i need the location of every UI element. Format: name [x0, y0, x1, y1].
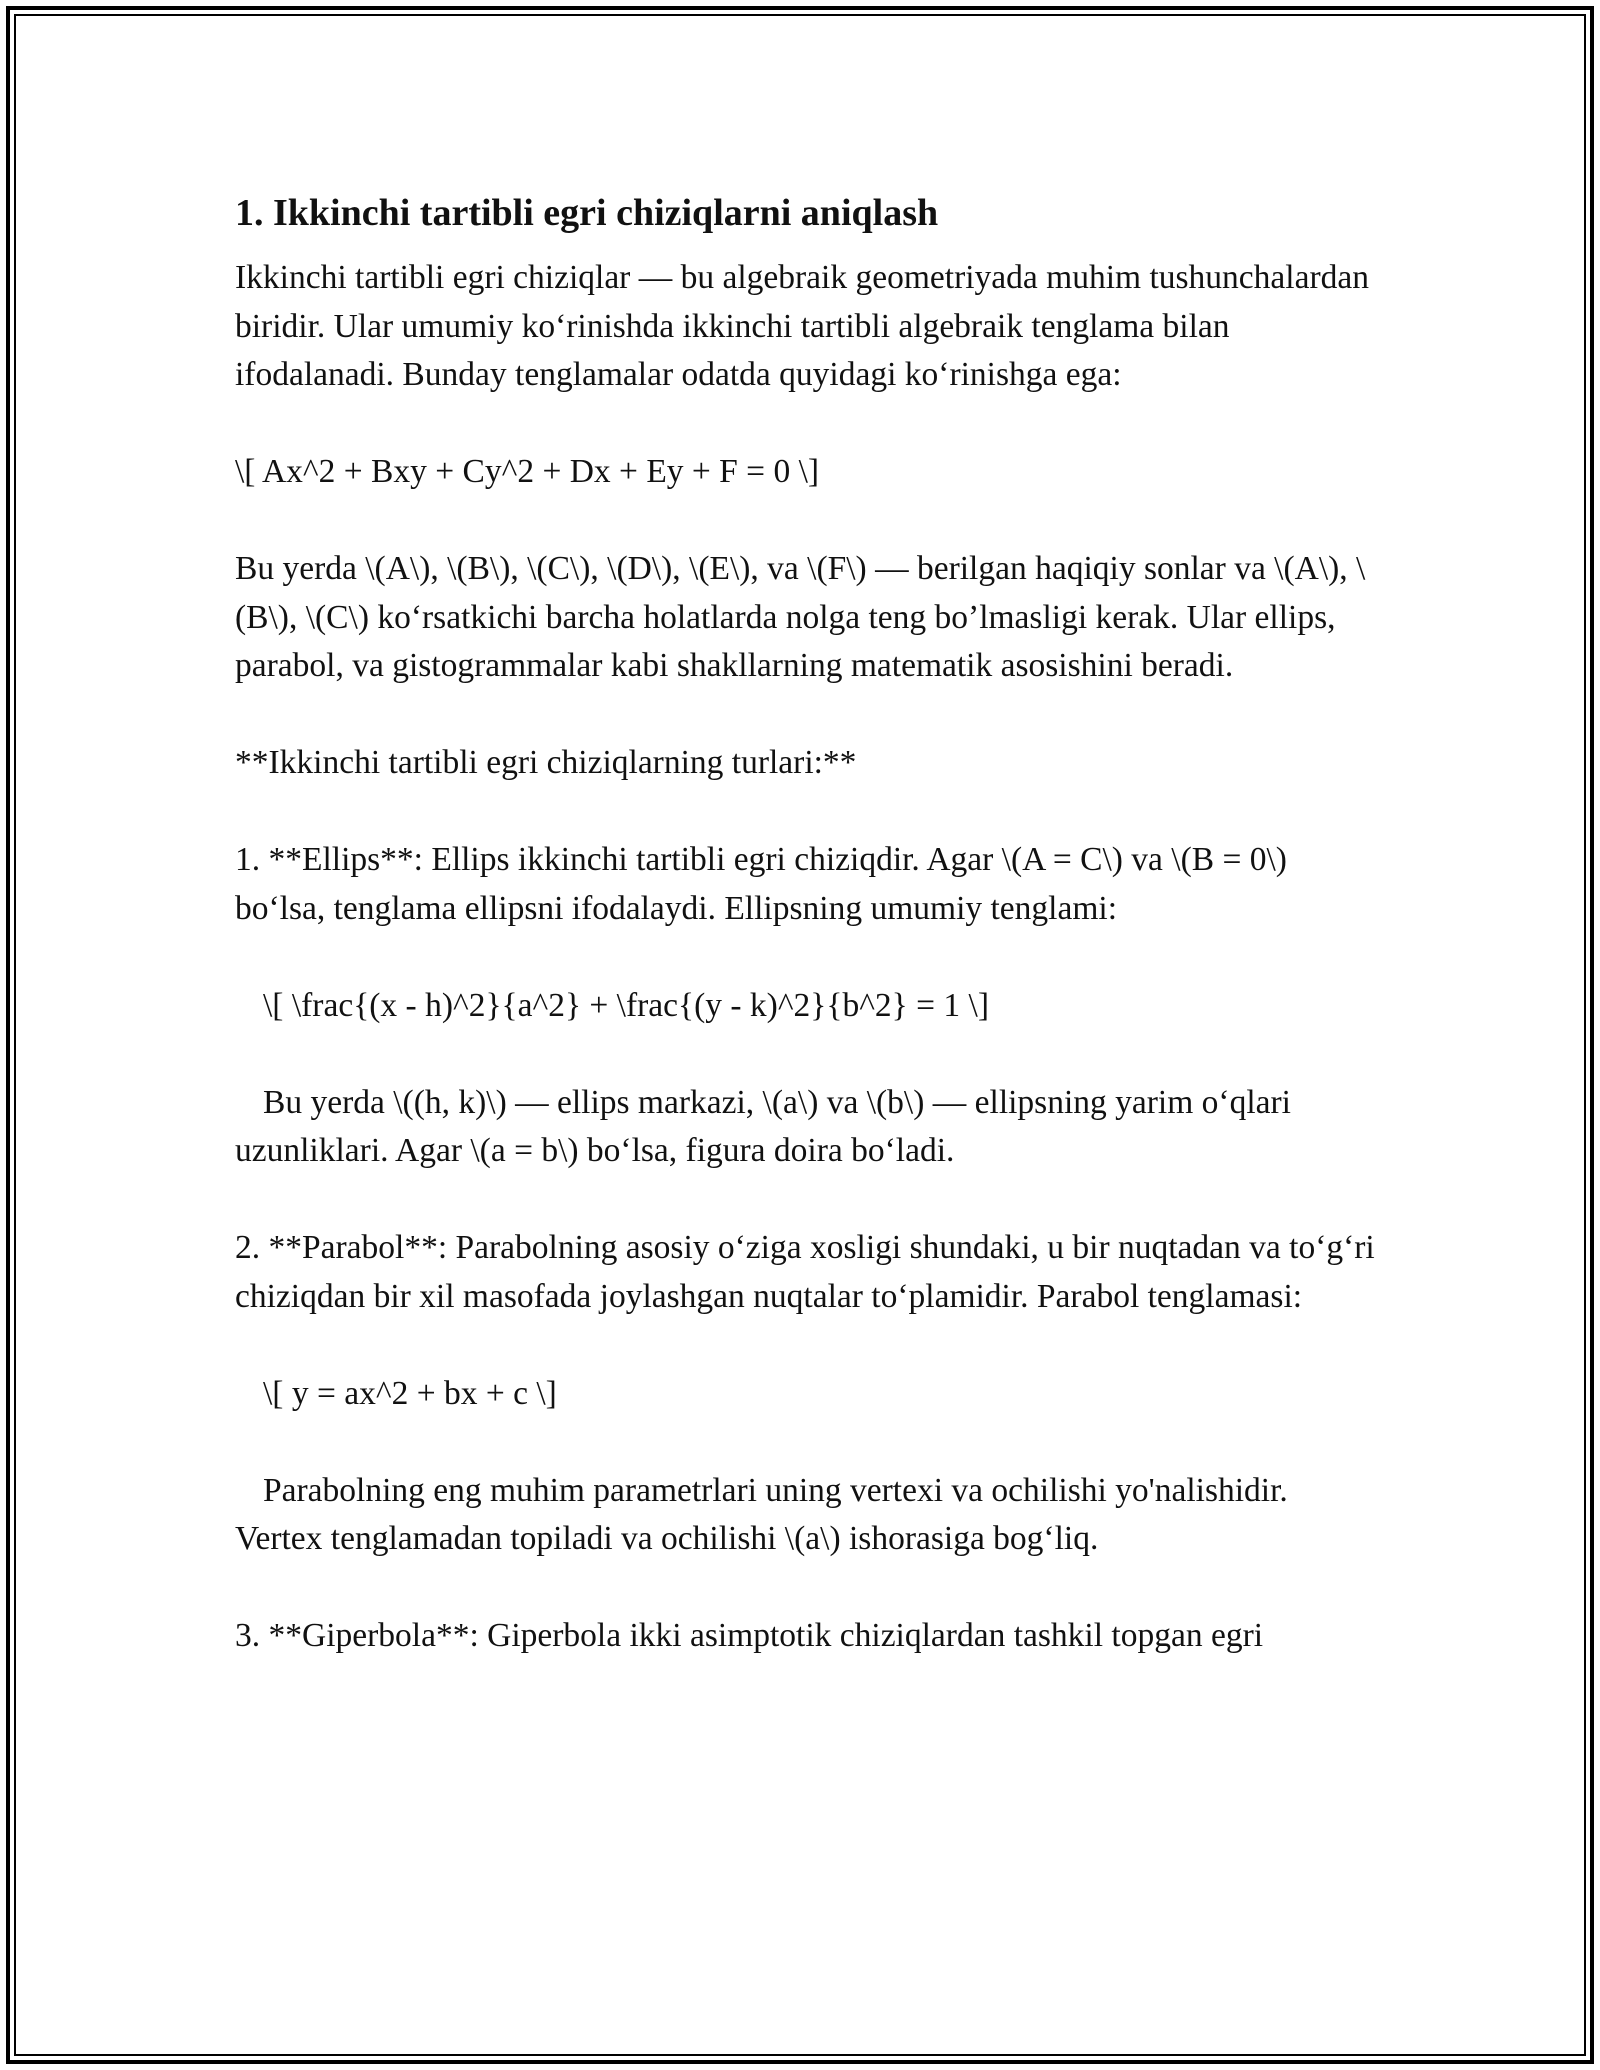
ellipse-note: Bu yerda \((h, k)\) — ellips markazi, \(a\) va \(b\) — ellipsning yarim o‘qlari uzunliklari. Agar \(a = b\) bo‘lsa, figura doira bo‘ladi.	[235, 1083, 1291, 1169]
hyperbola-intro: 3. **Giperbola**: Giperbola ikki asimptotik chiziqlardan tashkil topgan egri	[235, 1617, 1264, 1654]
ellipse-equation: \[ \frac{(x - h)^2}{a^2} + \frac{(y - k)^2}{b^2} = 1 \]	[263, 986, 989, 1024]
ellipse-intro: 1. **Ellips**: Ellips ikkinchi tartibli egri chiziqdir. Agar \(A = C\) va \(B = 0\) bo‘lsa, tenglama ellipsni ifodalaydi. Ellipsning umumiy tenglami:	[235, 841, 1287, 927]
types-heading: **Ikkinchi tartibli egri chiziqlarning turlari:**	[235, 744, 857, 781]
parabola-intro: 2. **Parabol**: Parabolning asosiy o‘ziga xosligi shundaki, u bir nuqtadan va to‘g‘ri chiziqdan bir xil masofada joylashgan nuqtalar to‘plamidir. Parabol tenglamasi:	[235, 1229, 1375, 1315]
intro-paragraph: Ikkinchi tartibli egri chiziqlar — bu algebraik geometriyada muhim tushunchalardan biridir. Ular umumiy ko‘rinishda ikkinchi tartibli algebraik tenglama bilan ifodalanadi. Bunday tenglamalar odatda quyidagi ko‘rinishga ega:	[235, 259, 1369, 393]
document-page	[235, 185, 1375, 1709]
section-heading: 1. Ikkinchi tartibli egri chiziqlarni aniqlash	[235, 192, 939, 234]
coefficients-paragraph: Bu yerda \(A\), \(B\), \(C\), \(D\), \(E\), va \(F\) — berilgan haqiqiy sonlar va \(A\), \(B\), \(C\) ko‘rsatkichi barcha holatlarda nolga teng bo’lmasligi kerak. Ular ellips, parabol, va gistogrammalar kabi shakllarning matematik asosishini beradi.	[235, 550, 1366, 684]
general-equation: \[ Ax^2 + Bxy + Cy^2 + Dx + Ey + F = 0 \]	[235, 453, 820, 490]
parabola-note: Parabolning eng muhim parametrlari uning vertexi va ochilishi yo'nalishidir. Vertex tenglamadan topiladi va ochilishi \(a\) ishorasiga bog‘liq.	[235, 1471, 1288, 1557]
parabola-equation: \[ y = ax^2 + bx + c \]	[263, 1374, 557, 1412]
